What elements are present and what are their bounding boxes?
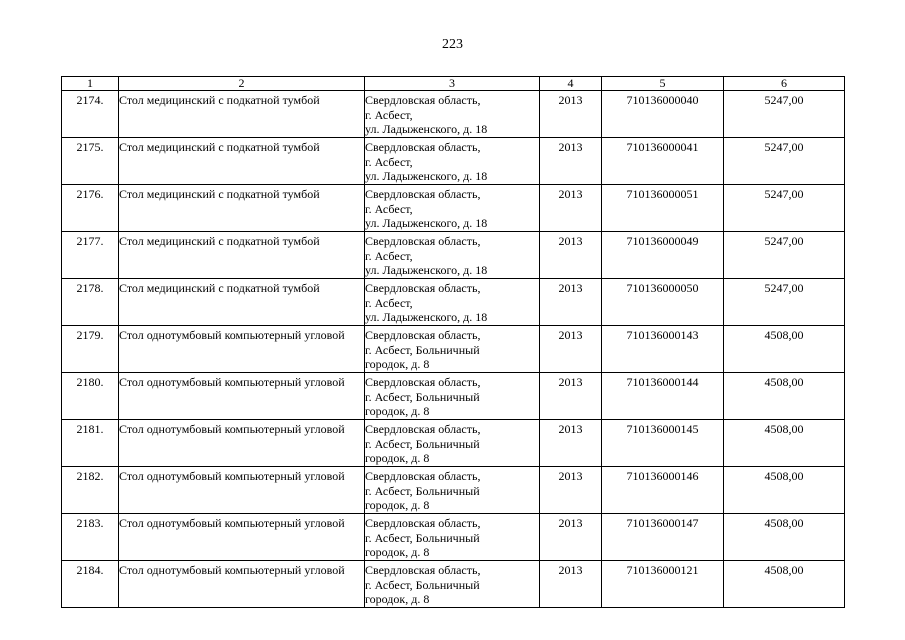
row-number: 2175.: [62, 138, 119, 185]
table-row: [62, 467, 845, 514]
address-line: ул. Ладыженского, д. 18: [365, 169, 488, 184]
table-row: [62, 138, 845, 185]
item-name: Стол медицинский с подкатной тумбой: [119, 91, 365, 138]
address-line: Свердловская область,: [365, 422, 481, 436]
address-line: Свердловская область,: [365, 563, 481, 577]
inventory-number: 710136000145: [602, 420, 724, 467]
row-number: 2181.: [62, 420, 119, 467]
inventory-number: 710136000051: [602, 185, 724, 232]
item-address: [365, 138, 540, 185]
column-header: 3: [365, 77, 540, 91]
item-name: Стол однотумбовый компьютерный угловой: [119, 420, 365, 467]
item-year: 2013: [540, 561, 602, 608]
address-line: ул. Ладыженского, д. 18: [365, 122, 488, 137]
address-line: ул. Ладыженского, д. 18: [365, 216, 488, 231]
row-number: 2174.: [62, 91, 119, 138]
address-line: г. Асбест, Больничный: [365, 577, 480, 592]
inventory-number: 710136000143: [602, 326, 724, 373]
page-number: 223: [442, 37, 463, 52]
table-row: [62, 326, 845, 373]
address-line: г. Асбест,: [365, 295, 413, 310]
table-row: [62, 561, 845, 608]
address-line: городок, д. 8: [365, 357, 430, 372]
address-line: ул. Ладыженского, д. 18: [365, 310, 488, 325]
item-name: Стол медицинский с подкатной тумбой: [119, 279, 365, 326]
item-year: 2013: [540, 326, 602, 373]
inventory-number: 710136000050: [602, 279, 724, 326]
item-cost: 5247,00: [724, 91, 845, 138]
item-name: Стол однотумбовый компьютерный угловой: [119, 326, 365, 373]
property-table: [61, 76, 845, 608]
address-line: Свердловская область,: [365, 516, 481, 530]
item-year: 2013: [540, 514, 602, 561]
item-name: Стол однотумбовый компьютерный угловой: [119, 561, 365, 608]
item-name: Стол однотумбовый компьютерный угловой: [119, 514, 365, 561]
row-number: 2180.: [62, 373, 119, 420]
item-year: 2013: [540, 279, 602, 326]
table-row: [62, 279, 845, 326]
address-line: г. Асбест, Больничный: [365, 483, 480, 498]
column-header: 2: [119, 77, 365, 91]
address-line: г. Асбест, Больничный: [365, 436, 480, 451]
item-year: 2013: [540, 232, 602, 279]
address-line: г. Асбест,: [365, 248, 413, 263]
table-row: [62, 232, 845, 279]
address-line: г. Асбест,: [365, 201, 413, 216]
address-line: городок, д. 8: [365, 592, 430, 607]
address-line: г. Асбест,: [365, 107, 413, 122]
address-line: Свердловская область,: [365, 234, 481, 248]
address-line: Свердловская область,: [365, 140, 481, 154]
row-number: 2178.: [62, 279, 119, 326]
item-address: [365, 185, 540, 232]
address-line: Свердловская область,: [365, 375, 481, 389]
table-row: [62, 185, 845, 232]
item-address: [365, 420, 540, 467]
item-address: [365, 514, 540, 561]
address-line: г. Асбест, Больничный: [365, 389, 480, 404]
address-line: Свердловская область,: [365, 93, 481, 107]
address-line: г. Асбест, Больничный: [365, 342, 480, 357]
item-cost: 4508,00: [724, 561, 845, 608]
column-header: 4: [540, 77, 602, 91]
inventory-number: 710136000121: [602, 561, 724, 608]
table-body: [62, 91, 845, 608]
column-header: 1: [62, 77, 119, 91]
item-cost: 5247,00: [724, 138, 845, 185]
inventory-number: 710136000147: [602, 514, 724, 561]
inventory-number: 710136000144: [602, 373, 724, 420]
column-header: 5: [602, 77, 724, 91]
row-number: 2179.: [62, 326, 119, 373]
table-row: [62, 91, 845, 138]
item-year: 2013: [540, 467, 602, 514]
item-address: [365, 232, 540, 279]
item-cost: 4508,00: [724, 514, 845, 561]
item-year: 2013: [540, 373, 602, 420]
row-number: 2184.: [62, 561, 119, 608]
header-row: [62, 77, 845, 91]
address-line: Свердловская область,: [365, 187, 481, 201]
address-line: г. Асбест, Больничный: [365, 530, 480, 545]
address-line: городок, д. 8: [365, 404, 430, 419]
item-name: Стол медицинский с подкатной тумбой: [119, 138, 365, 185]
address-line: городок, д. 8: [365, 498, 430, 513]
address-line: Свердловская область,: [365, 328, 481, 342]
item-address: [365, 561, 540, 608]
item-cost: 5247,00: [724, 279, 845, 326]
address-line: Свердловская область,: [365, 281, 481, 295]
row-number: 2182.: [62, 467, 119, 514]
row-number: 2177.: [62, 232, 119, 279]
item-cost: 4508,00: [724, 420, 845, 467]
address-line: ул. Ладыженского, д. 18: [365, 263, 488, 278]
row-number: 2183.: [62, 514, 119, 561]
column-header: 6: [724, 77, 845, 91]
row-number: 2176.: [62, 185, 119, 232]
inventory-number: 710136000041: [602, 138, 724, 185]
table-row: [62, 420, 845, 467]
address-line: городок, д. 8: [365, 545, 430, 560]
item-address: [365, 326, 540, 373]
item-year: 2013: [540, 420, 602, 467]
address-line: Свердловская область,: [365, 469, 481, 483]
inventory-number: 710136000146: [602, 467, 724, 514]
item-cost: 5247,00: [724, 232, 845, 279]
item-year: 2013: [540, 185, 602, 232]
inventory-number: 710136000049: [602, 232, 724, 279]
item-address: [365, 279, 540, 326]
item-cost: 4508,00: [724, 467, 845, 514]
item-cost: 4508,00: [724, 373, 845, 420]
table-row: [62, 514, 845, 561]
item-name: Стол однотумбовый компьютерный угловой: [119, 467, 365, 514]
item-name: Стол однотумбовый компьютерный угловой: [119, 373, 365, 420]
address-line: городок, д. 8: [365, 451, 430, 466]
item-address: [365, 373, 540, 420]
address-line: г. Асбест,: [365, 154, 413, 169]
item-name: Стол медицинский с подкатной тумбой: [119, 232, 365, 279]
item-cost: 4508,00: [724, 326, 845, 373]
item-name: Стол медицинский с подкатной тумбой: [119, 185, 365, 232]
item-cost: 5247,00: [724, 185, 845, 232]
item-address: [365, 91, 540, 138]
table-row: [62, 373, 845, 420]
item-year: 2013: [540, 91, 602, 138]
item-year: 2013: [540, 138, 602, 185]
inventory-number: 710136000040: [602, 91, 724, 138]
item-address: [365, 467, 540, 514]
